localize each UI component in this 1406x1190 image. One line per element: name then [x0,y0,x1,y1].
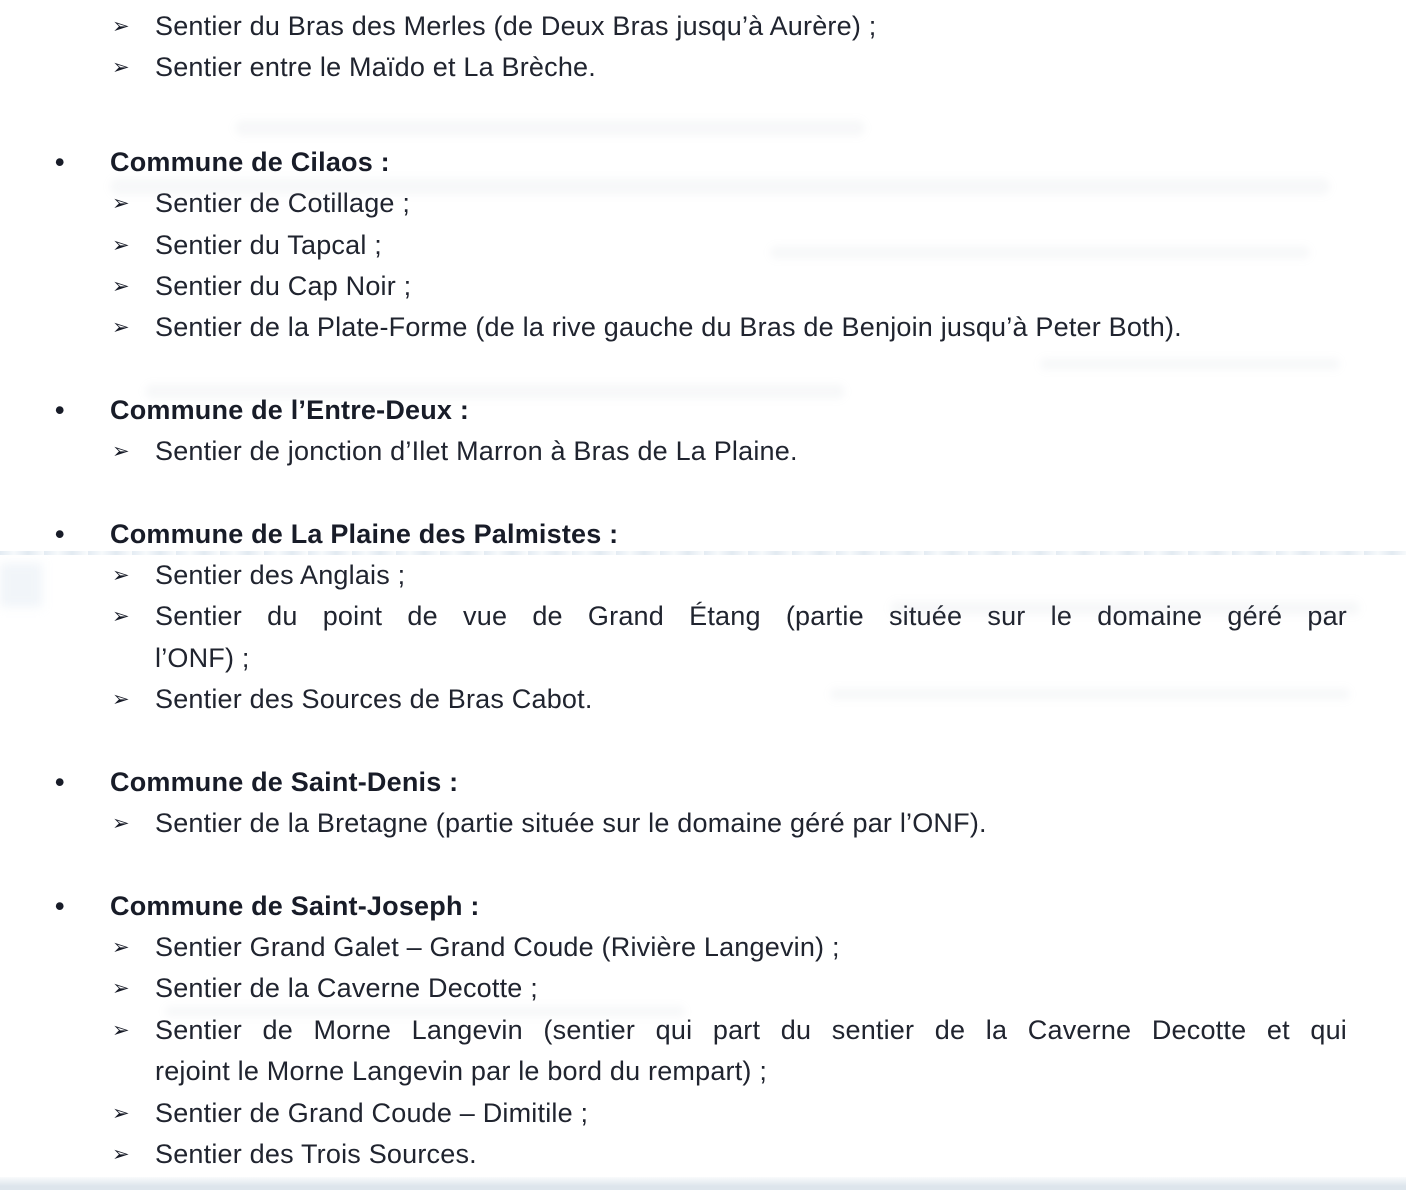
list-item [112,803,1406,844]
arrow-bullet-icon: ➢ [112,604,130,629]
bullet-icon: • [55,766,65,797]
item-line: Sentier de la Caverne Decotte ; [155,973,538,1004]
section-heading-text: Commune de Saint-Joseph : [110,890,480,921]
item-line: Sentier du point de vue de Grand Étang (partie située sur le domaine géré par [155,601,1347,632]
list-item [112,968,1406,1009]
arrow-bullet-icon: ➢ [112,315,130,340]
item-text [155,968,1347,1009]
item-line: Sentier des Sources de Bras Cabot. [155,684,593,715]
item-line: Sentier du Tapcal ; [155,229,382,260]
scan-edge-patch-artifact [0,563,42,607]
arrow-bullet-icon: ➢ [112,563,130,588]
scan-smudge-artifact [235,120,865,136]
item-line: Sentier de Cotillage ; [155,188,411,219]
section-heading-text: Commune de Cilaos : [110,146,390,177]
arrow-bullet-icon: ➢ [112,687,130,712]
item-text [155,47,1347,88]
item-line: l’ONF) ; [155,642,250,673]
section-heading [55,142,1406,183]
item-line: Sentier entre le Maïdo et La Brèche. [155,52,596,83]
item-line: Sentier du Cap Noir ; [155,271,412,302]
list-item [112,1093,1406,1134]
list-item [112,431,1406,472]
arrow-bullet-icon: ➢ [112,191,130,216]
list-item [112,927,1406,968]
arrow-bullet-icon: ➢ [112,934,130,959]
bullet-icon: • [55,146,65,177]
scan-line-artifact [0,551,1406,555]
item-line: rejoint le Morne Langevin par le bord du rempart) ; [155,1056,768,1087]
item-text [155,431,1347,472]
scan-smudge-artifact [830,688,1350,700]
arrow-bullet-icon: ➢ [112,232,130,257]
arrow-bullet-icon: ➢ [112,1017,130,1042]
section-heading-text: Commune de La Plaine des Palmistes : [110,518,619,549]
arrow-bullet-icon: ➢ [112,14,130,38]
list-item [112,1010,1406,1093]
arrow-bullet-icon: ➢ [112,274,130,299]
arrow-bullet-icon: ➢ [112,976,130,1001]
intro-item-group [0,6,1406,89]
item-text [155,1093,1347,1134]
section-entre-deux [0,390,1406,473]
scan-smudge-artifact [145,384,845,399]
item-line: Sentier Grand Galet – Grand Coude (Rivière Langevin) ; [155,931,840,962]
list-item [112,307,1406,348]
scan-smudge-artifact [1040,358,1340,370]
item-text [155,803,1347,844]
item-line: Sentier de la Bretagne (partie située sur le domaine géré par l’ONF). [155,808,987,839]
item-line: Sentier des Anglais ; [155,560,406,591]
section-saint-denis [0,762,1406,845]
item-text [155,555,1347,596]
section-saint-joseph [0,886,1406,1176]
section-heading-text: Commune de l’Entre-Deux : [110,394,470,425]
bullet-icon: • [55,890,65,921]
arrow-bullet-icon: ➢ [112,1100,130,1125]
item-text [155,266,1347,307]
list-item [112,266,1406,307]
section-heading-text: Commune de Saint-Denis : [110,766,459,797]
item-line: Sentier de Morne Langevin (sentier qui part du sentier de la Caverne Decotte et qui [155,1014,1347,1045]
scan-smudge-artifact [165,1006,685,1017]
item-text [155,307,1347,348]
arrow-bullet-icon: ➢ [112,1141,130,1166]
item-line: Sentier de la Plate-Forme (de la rive gauche du Bras de Benjoin jusqu’à Peter Both). [155,312,1182,343]
arrow-bullet-icon: ➢ [112,811,130,836]
item-text [155,927,1347,968]
item-line: Sentier de jonction d’Ilet Marron à Bras de La Plaine. [155,436,798,467]
arrow-bullet-icon: ➢ [112,55,130,80]
bullet-icon: • [55,518,65,549]
list-item [112,47,1406,88]
item-text [155,1134,1347,1175]
scan-smudge-artifact [890,601,1360,615]
item-line: Sentier de Grand Coude – Dimitile ; [155,1097,589,1128]
scan-smudge-artifact [110,178,1330,195]
list-item [112,555,1406,596]
bullet-icon: • [55,394,65,425]
section-heading [55,886,1406,927]
item-line: Sentier du Bras des Merles (de Deux Bras jusqu’à Aurère) ; [155,11,877,41]
item-text [155,6,1347,47]
scan-smudge-artifact [770,246,1310,259]
list-item [112,6,1406,47]
scan-bottom-band-artifact [0,1177,1406,1190]
item-line: Sentier des Trois Sources. [155,1138,477,1169]
item-text [155,1010,1347,1093]
arrow-bullet-icon: ➢ [112,439,130,464]
section-heading [55,762,1406,803]
list-item [112,1134,1406,1175]
section-heading [55,514,1406,555]
